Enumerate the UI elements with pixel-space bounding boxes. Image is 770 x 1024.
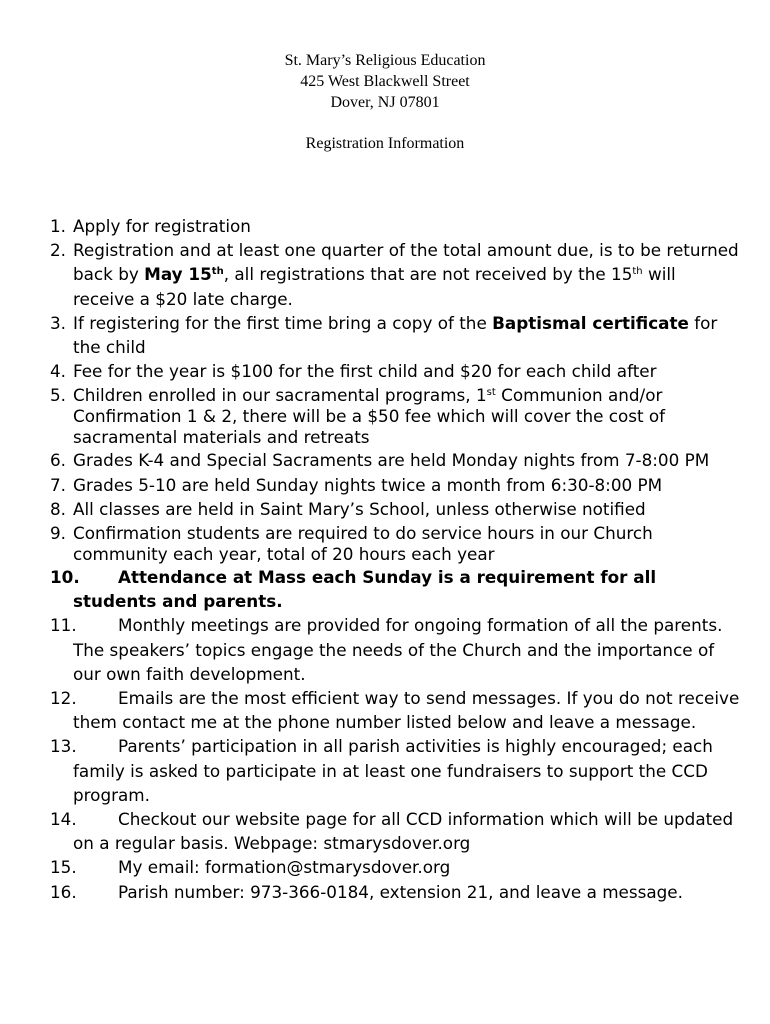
list-item-13 [0, 734, 770, 807]
list-item-15 [0, 855, 770, 879]
list-item-16 [0, 880, 770, 904]
item-text: Grades 5-10 are held Sunday nights twice a month from 6:30-8:00 PM [73, 474, 663, 495]
item-text: Fee for the year is $100 for the first child and $20 for each child after [73, 361, 657, 382]
list-item-8 [0, 497, 770, 521]
item-text: Registration and at least one quarter of the total amount due, is to be returned back by [73, 240, 739, 285]
item-text: Apply for registration [73, 216, 251, 236]
item-number: 8. [50, 498, 67, 519]
item-text: All classes are held in Saint Mary’s School, unless otherwise notified [73, 498, 646, 519]
item-text: Grades K-4 and Special Sacraments are held Monday nights from 7-8:00 PM [73, 450, 710, 471]
city-address: Dover, NJ 07801 [330, 94, 440, 111]
org-name: St. Mary’s Religious Education [284, 52, 486, 69]
item-number: 11. [50, 615, 77, 636]
item-text: Emails are the most efficient way to send messages. If you do not receive them contact me at the phone number listed below and leave a message. [73, 688, 740, 733]
list-item-7 [0, 473, 770, 497]
item-number: 2. [50, 240, 67, 261]
mass-requirement: Attendance at Mass each Sunday is a requirement for all students and parents. [73, 567, 657, 612]
item-text: Parents’ participation in all parish activities is highly encouraged; each family is asked to participate in at least one fundraisers to support the CCD program. [73, 736, 713, 805]
item-text: Checkout our website page for all CCD information which will be updated on a regular basis. Webpage: stmarysdover.org [73, 809, 734, 854]
item-number: 3. [50, 312, 67, 333]
item-text: Confirmation students are required to do service hours in our Church community each year, total of 20 hours each year [73, 523, 653, 565]
item-text: will receive a $20 late charge. [73, 264, 676, 309]
item-text: , all registrations that are not received by the 15 [223, 264, 633, 285]
item-text: Children enrolled in our sacramental programs, 1 [73, 385, 487, 406]
item-number: 5. [50, 385, 67, 406]
list-item-1 [0, 214, 770, 238]
list-item-12 [0, 686, 770, 734]
registration-list [0, 214, 770, 904]
list-item-9 [0, 523, 770, 565]
list-item-6 [0, 448, 770, 472]
list-item-10 [0, 565, 770, 613]
page-title: Registration Information [305, 135, 465, 152]
item-number: 12. [50, 688, 77, 709]
item-number: 9. [50, 523, 67, 544]
item-number: 6. [50, 450, 67, 471]
due-date: May 15th [144, 264, 224, 285]
item-number: 4. [50, 361, 67, 382]
item-text: for the child [73, 312, 718, 358]
item-number: 14. [50, 809, 77, 830]
letterhead [0, 50, 770, 113]
list-item-3 [0, 311, 770, 359]
contact-email: My email: formation@stmarysdover.org [118, 857, 451, 878]
street-address: 425 West Blackwell Street [300, 73, 470, 90]
baptismal-certificate: Baptismal certificate [492, 312, 689, 333]
item-number: 1. [50, 216, 67, 236]
item-text: Communion and/or Confirmation 1 & 2, there will be a $50 fee which will cover the cost of sacramental materials and retreats [73, 385, 666, 448]
item-number: 13. [50, 736, 77, 757]
list-item-4 [0, 359, 770, 383]
parish-phone: Parish number: 973-366-0184, extension 21, and leave a message. [118, 881, 683, 902]
document-title [0, 133, 770, 154]
item-number: 15. [50, 857, 77, 878]
list-item-14 [0, 807, 770, 855]
list-item-5: 5. Children enrolled in our sacramental programs, 1st Communion and/or Confirmation 1 & 2, there will be a $50 fee which will cover the cost of sacramental materials and retreats [50, 385, 666, 448]
list-item-2: 2. Registration and at least one quarter of the total amount due, is to be returned back by May 15th, all registrations that are not received by the 15th will receive a $20 late charge. [50, 240, 739, 309]
item-text: Monthly meetings are provided for ongoing formation of all the parents. The speakers’ topics engage the needs of the Church and the importance of our own faith development. [73, 615, 723, 684]
list-item-11 [0, 613, 770, 686]
item-number: 16. [50, 881, 77, 902]
item-number: 10. [50, 567, 80, 588]
item-text: If registering for the first time bring a copy of the [73, 312, 493, 333]
item-number: 7. [50, 474, 67, 495]
